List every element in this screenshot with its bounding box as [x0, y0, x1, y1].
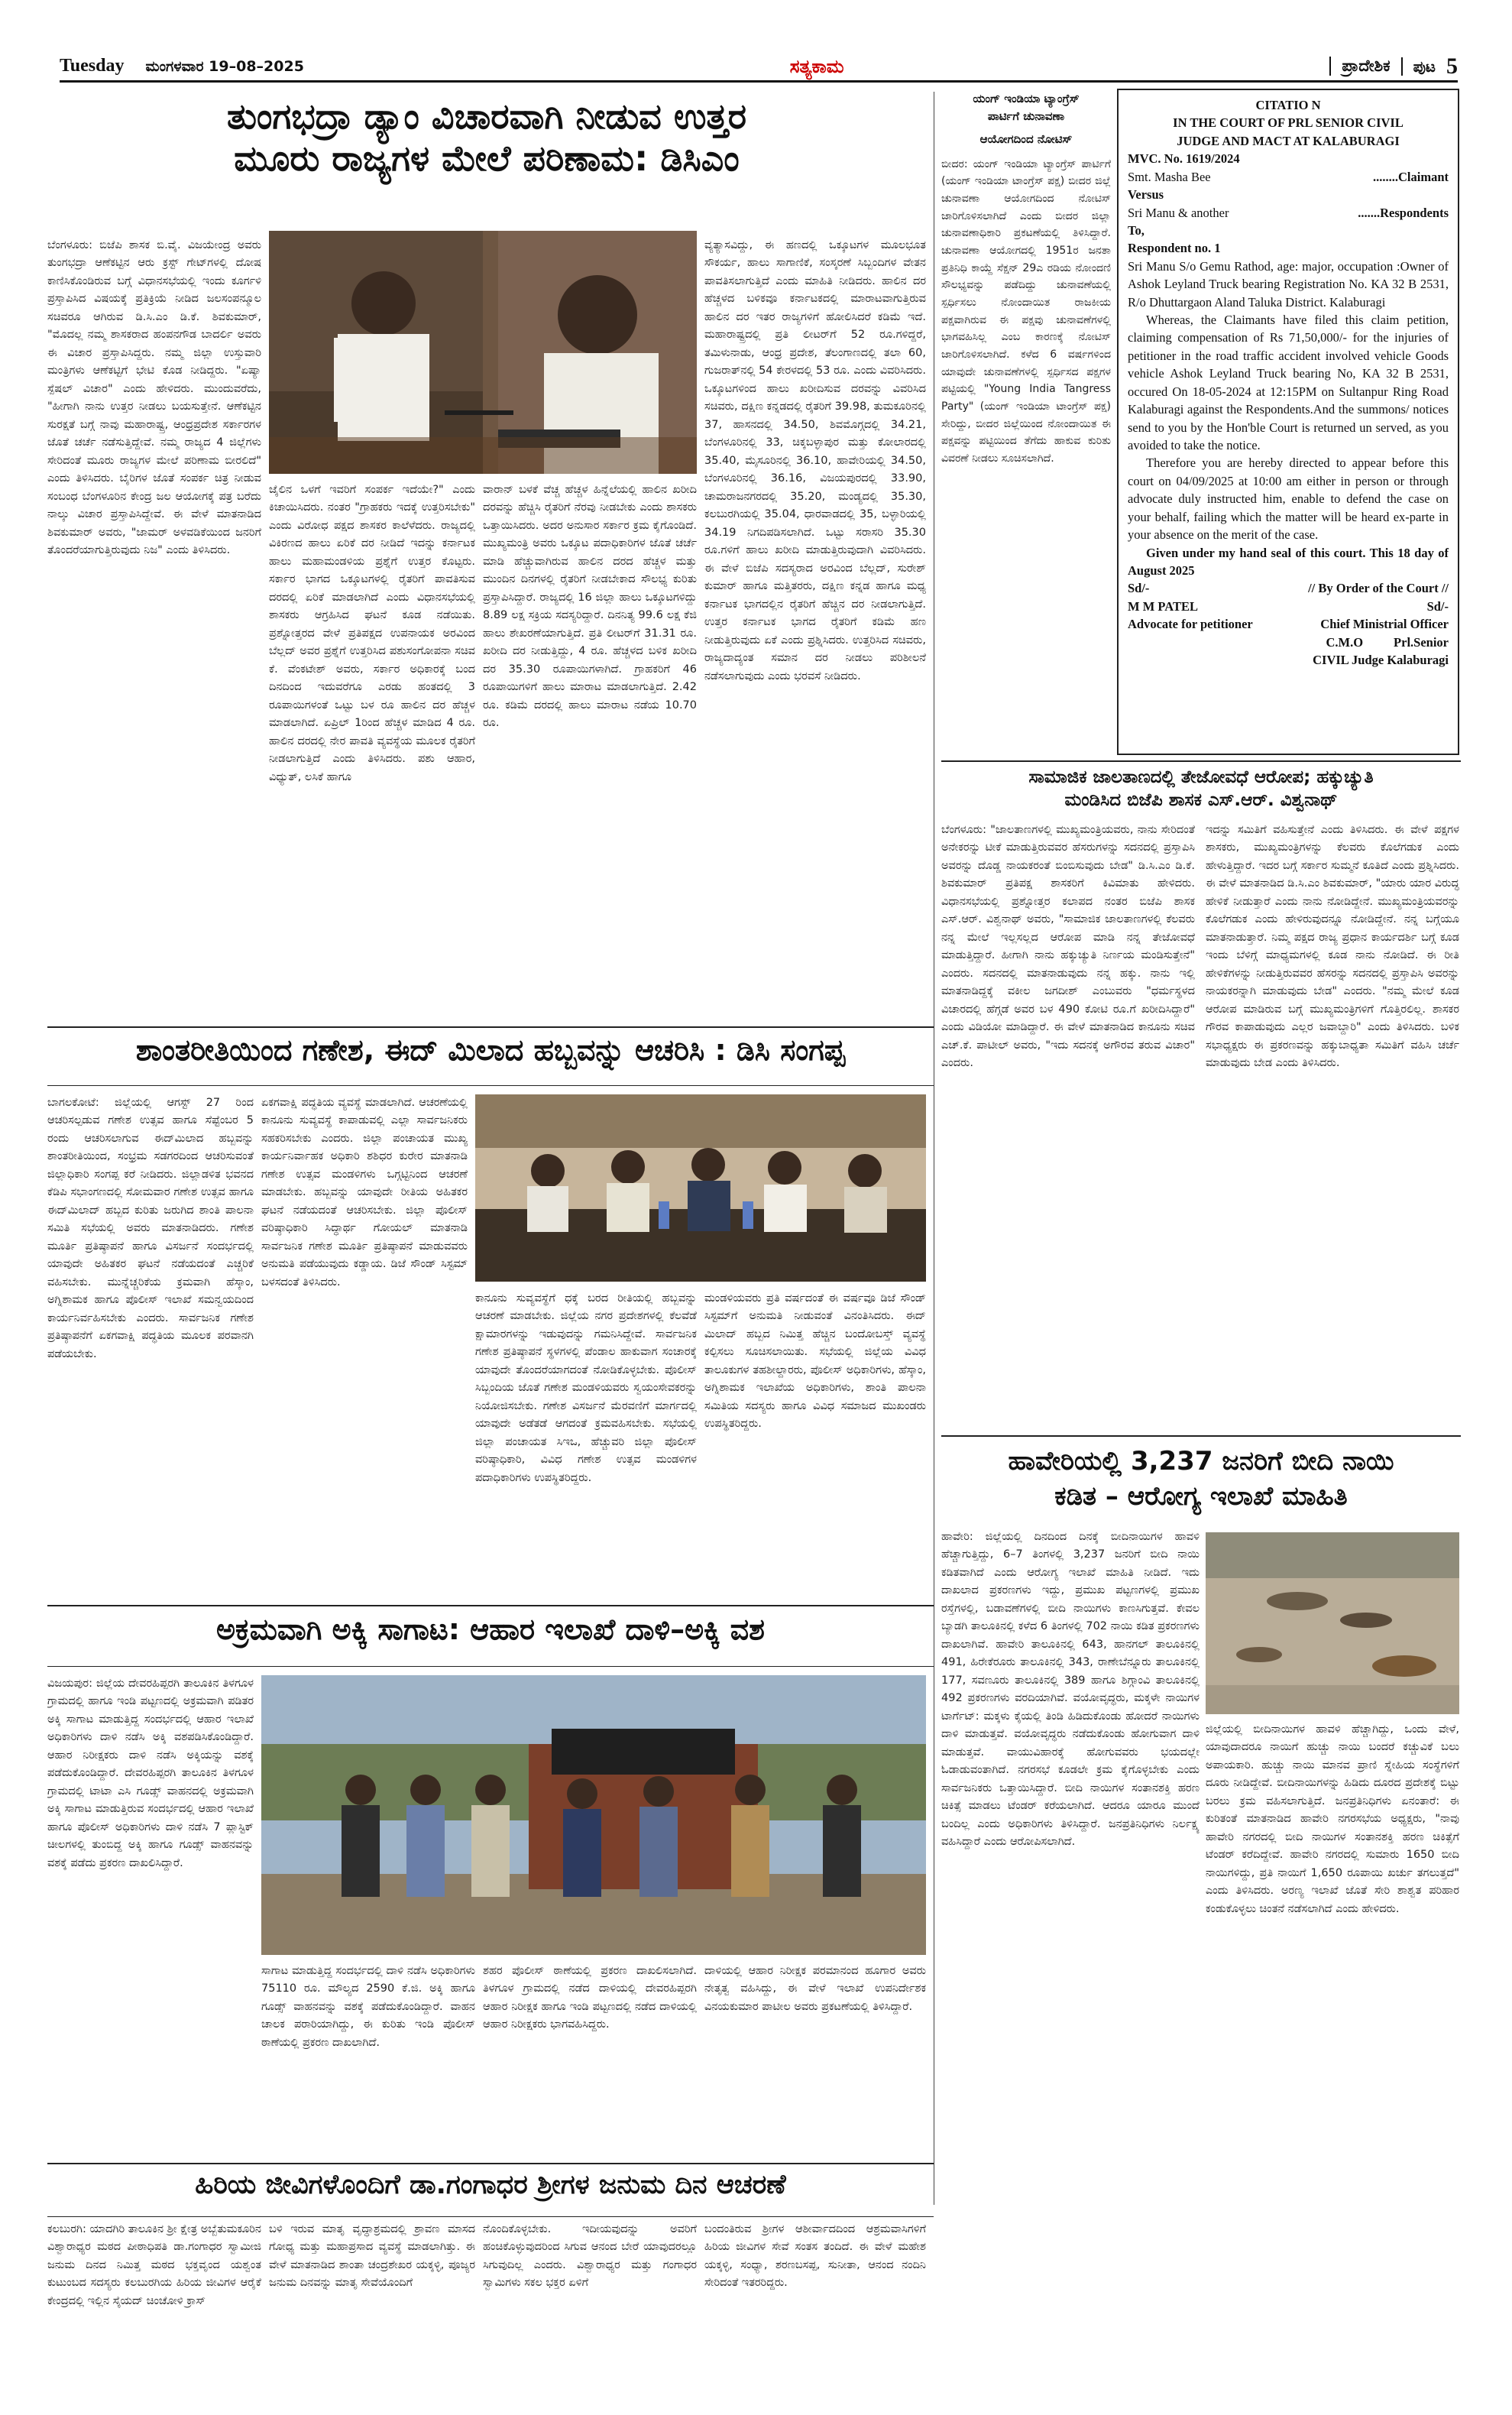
citation-sig-row4: [1128, 634, 1449, 651]
article4-photo: [1206, 1532, 1459, 1714]
rule-article4-top: [941, 1435, 1461, 1437]
article1-col1: ಬೆಂಗಳೂರು: ಬಿಜೆಪಿ ಶಾಸಕ ಬಿ.ವೈ. ವಿಜಯೇಂದ್ರ ಅವರು ತುಂಗಭದ್ರಾ ಆಣೆಕಟ್ಟಿನ ಆರು ಕ್ರಸ್ಟ್ ಗೇಟ್‌ಗಳಲ್ಲಿ ದೋಷ ಕಾಣಿಸಿಕೊಂಡಿರುವ ಬಗ್ಗೆ ವಿಧಾನಸಭೆಯಲ್ಲಿ ಇಂದು ಕೂರ್ಗಳಿ ಪ್ರಸ್ತಾಪಿಸಿದ ವಿಷಯಕ್ಕೆ ಪ್ರತಿಕ್ರಿಯೆ ನೀಡಿದ ಜಲಸಂಪನ್ಮೂಲ ಸಚಿವರೂ ಆಗಿರುವ ಡಿ.ಸಿ.ಎಂ ಡಿ.ಕೆ. ಶಿವಕುಮಾರ್, "ಮೊದಲ್ಲ ನಮ್ಮ ಶಾಸಕರಾದ ಹಂಪನಗೌಡ ಬಾದರ್ಲಿ ಅವರು ಈ ವಿಚಾರ ಪ್ರಸ್ತಾಪಿಸಿದ್ದರು. ನಮ್ಮ ಜಿಲ್ಲಾ ಉಸ್ತುವಾರಿ ಮಂತ್ರಿಗಳು ಆಣೆಕಟ್ಟಿಗೆ ಭೇಟಿ ಕೊಡ ನೀಡಿದ್ದರು. "ಏಷ್ಯಾ ಸ್ಪೆಷಲ್ ವಿಚಾರ" ಎಂದು ಹೇಳಿದರು. ಮುಂದುವರೆದು, "ಹೀಗಾಗಿ ನಾನು ಉತ್ತರ ನೀಡಲು ಬಯಸುತ್ತೇನೆ. ಆಣೆಕಟ್ಟಿನ ಸುರಕ್ಷತೆ ಬಗ್ಗೆ ನಾವು ಮಹಾರಾಷ್ಟ್ರ, ಆಂಧ್ರಪ್ರದೇಶ ಸರ್ಕಾರಗಳ ಜೊತೆ ಚರ್ಚೆ ನಡೆಸುತ್ತಿದ್ದೇವೆ. ನಮ್ಮ ರಾಜ್ಯದ 4 ಜಿಲ್ಲೆಗಳು ಸೇರಿದಂತೆ ಮೂರು ರಾಜ್ಯಗಳ ಮೇಲೆ ಪರಿಣಾಮ ಬೀರಲಿದೆ" ಎಂದು ತಿಳಿಸಿದರು. ಬೈರಿಗಳ ಜೊತೆ ಸಂಪರ್ಕ ಚಿತ್ರ ನೀಡುವ ಸಂಬಂಧ ಬೆಂಗಳೂರಿನ ಕೇಂದ್ರ ಜಲ ಆಯೋಗಕ್ಕೆ ಪತ್ರ ಬರೆದು ನಾಲ್ಕು ವಿಚಾರ ಪ್ರಸ್ತಾಪಿಸಿದ್ದೇವೆ. ಈ ವೇಳೆ ಮಾತನಾಡಿದ ಶಿವಕುಮಾರ್ ಅವರು, "ಜಾಮರ್ ಅಳವಡಿಕೆಯಿಂದ ಜನರಿಗೆ ತೊಂದರೆಯಾಗುತ್ತಿರುವುದು ನಿಜ" ಎಂದು ತಿಳಿಸಿದರು.: [47, 239, 261, 557]
article1-headline: [47, 96, 926, 180]
article1-headline-line2: ಮೂರು ರಾಜ್ಯಗಳ ಮೇಲೆ ಪರಿಣಾಮ: ಡಿಸಿಎಂ: [234, 138, 740, 180]
masthead: [60, 52, 1458, 83]
citation-sig-row5: [1128, 651, 1449, 669]
rule-article3-head: [47, 1085, 934, 1086]
citation-name-left: M M PATEL: [1128, 598, 1198, 614]
notice-title-line2: ಪಾರ್ಟಿಗೆ ಚುನಾವಣಾ: [987, 109, 1065, 123]
citation-sd-left: Sd/-: [1128, 581, 1150, 596]
citation-respondents-role: .......Respondents: [1358, 205, 1449, 220]
citation-sig-row2: [1128, 598, 1449, 615]
masthead-right: [1329, 53, 1458, 79]
article3-col3: ಕಾನೂನು ಸುವ್ಯವಸ್ಥೆಗೆ ಧಕ್ಕೆ ಬರದ ರೀತಿಯಲ್ಲಿ ಹಬ್ಬವನ್ನು ಆಚರಣೆ ಮಾಡಬೇಕು. ಜಿಲ್ಲೆಯ ನಗರ ಪ್ರದೇಶಗಳಲ್ಲಿ ಕೆಲವೆಡೆ ಕ್ಷಾಮಾರಗಳನ್ನು ಇಡುವುದನ್ನು ಗಮನಿಸಿದ್ದೇವೆ. ಸಾರ್ವಜನಿಕ ಗಣೇಶ ಪ್ರತಿಷ್ಠಾಪನೆ ಸ್ಥಳಗಳಲ್ಲಿ ಪೆಂಡಾಲ ಹಾಕುವಾಗ ಸಂಚಾರಕ್ಕೆ ಯಾವುದೇ ತೊಂದರೆಯಾಗದಂತೆ ನೋಡಿಕೊಳ್ಳಬೇಕು. ಪೊಲೀಸ್ ಸಿಬ್ಬಂದಿಯ ಜೊತೆ ಗಣೇಶ ಮಂಡಳಿಯವರು ಸ್ವಯಂಸೇವಕರನ್ನು ನಿಯೋಜಿಸಬೇಕು. ಗಣೇಶ ವಿಸರ್ಜನೆ ಮೆರವಣಿಗೆ ಮಾರ್ಗದಲ್ಲಿ ಯಾವುದೇ ಅಡೆತಡೆ ಆಗದಂತೆ ಕ್ರಮವಹಿಸಬೇಕು. ಸಭೆಯಲ್ಲಿ ಜಿಲ್ಲಾ ಪಂಚಾಯತ ಸಿಇಒ, ಹೆಚ್ಚುವರಿ ಜಿಲ್ಲಾ ಪೊಲೀಸ್ ವರಿಷ್ಠಾಧಿಕಾರಿ, ವಿವಿಧ ಗಣೇಶ ಉತ್ಸವ ಮಂಡಳಿಗಳ ಪದಾಧಿಕಾರಿಗಳು ಉಪಸ್ಥಿತರಿದ್ದರು.: [475, 1292, 697, 1484]
article1-headline-line1: ತುಂಗಭದ್ರಾ ಡ್ಯಾಂ ವಿಚಾರವಾಗಿ ನೀಡುವ ಉತ್ತರ: [226, 96, 747, 137]
article5-photo: [261, 1675, 926, 1955]
article5-col-left: ವಿಜಯಪುರ: ಜಿಲ್ಲೆಯ ದೇವರಹಿಪ್ಪರಗಿ ತಾಲೂಕಿನ ತಿಳಗೂಳ ಗ್ರಾಮದಲ್ಲಿ ಹಾಗೂ ಇಂಡಿ ಪಟ್ಟಣದಲ್ಲಿ ಅಕ್ರಮವಾಗಿ ಪಡಿತರ ಅಕ್ಕಿ ಸಾಗಾಟ ಮಾಡುತ್ತಿದ್ದ ಸಂದರ್ಭದಲ್ಲಿ ಆಹಾರ ಇಲಾಖೆ ಅಧಿಕಾರಿಗಳು ದಾಳಿ ನಡೆಸಿ ಅಕ್ಕಿ ವಶಪಡಿಸಿಕೊಂಡಿದ್ದಾರೆ. ಆಹಾರ ನಿರೀಕ್ಷಕರು ದಾಳಿ ನಡೆಸಿ ಅಕ್ಕಿಯನ್ನು ವಶಕ್ಕೆ ಪಡೆದುಕೊಂಡಿದ್ದಾರೆ. ದೇವರಹಿಪ್ಪರಗಿ ತಾಲೂಕಿನ ತಿಳಗೂಳ ಗ್ರಾಮದಲ್ಲಿ ಟಾಟಾ ಎಸಿ ಗೂಡ್ಸ್ ವಾಹನದಲ್ಲಿ ಅಕ್ರಮವಾಗಿ ಅಕ್ಕಿ ಸಾಗಾಟ ಮಾಡುತ್ತಿರುವ ಸಂದರ್ಭದಲ್ಲಿ ಆಹಾರ ಇಲಾಖೆ ಹಾಗೂ ಪೊಲೀಸ್ ಅಧಿಕಾರಿಗಳು ದಾಳಿ ನಡೆಸಿ 7 ಪ್ಲಾಸ್ಟಿಕ್ ಚೀಲಗಳಲ್ಲಿ ತುಂಬಿದ್ದ ಅಕ್ಕಿ ಹಾಗೂ ಗೂಡ್ಸ್ ವಾಹನವನ್ನು ವಶಕ್ಕೆ ಪಡೆದು ಪ್ರಕರಣ ದಾಖಲಿಸಿದ್ದಾರೆ.: [47, 1678, 254, 1869]
citation-sd-right2: Sd/-: [1426, 598, 1449, 614]
rule-article5-bottom: [47, 2163, 934, 2164]
article2-col1: ಬೆಂಗಳೂರು: "ಜಾಲತಾಣಗಳಲ್ಲಿ ಮುಖ್ಯಮಂತ್ರಿಯವರು, ನಾನು ಸೇರಿದಂತೆ ಅನೇಕರನ್ನು ಟೀಕೆ ಮಾಡುತ್ತಿರುವವರ ಹೆಸರುಗಳನ್ನು ಸದನದಲ್ಲಿ ಪ್ರಸ್ತಾಪಿಸಿ ಅವರನ್ನು ದೊಡ್ಡ ನಾಯಕರಂತೆ ಬಿಂಬಿಸುವುದು ಬೇಡ" ಡಿ.ಸಿ.ಎಂ ಡಿ.ಕೆ. ಶಿವಕುಮಾರ್ ಪ್ರತಿಪಕ್ಷ ಶಾಸಕರಿಗೆ ಕಿವಿಮಾತು ಹೇಳಿದರು. ವಿಧಾನಸಭೆಯಲ್ಲಿ ಪ್ರಶ್ನೋತ್ತರ ಕಲಾಪದ ನಂತರ ಬಿಜೆಪಿ ಶಾಸಕ ಎಸ್.ಆರ್. ವಿಶ್ವನಾಥ್ ಅವರು, "ಸಾಮಾಜಿಕ ಜಾಲತಾಣಗಳಲ್ಲಿ ಕೆಲವರು ನನ್ನ ಮೇಲೆ ಇಲ್ಲಸಲ್ಲದ ಆರೋಪ ಮಾಡಿ ನನ್ನ ತೇಜೋವಧೆ ಮಾಡುತ್ತಿದ್ದಾರೆ. ಹೀಗಾಗಿ ನಾನು ಹಕ್ಕುಚ್ಯುತಿ ನಿರ್ಣಯ ಮಂಡಿಸುತ್ತೇನೆ" ಎಂದರು. ಸದನದಲ್ಲಿ ಮಾತನಾಡುವುದು ನನ್ನ ಹಕ್ಕು. ನಾನು ಇಲ್ಲಿ ಮಾತನಾಡಿದ್ದಕ್ಕೆ ವಕೀಲ ಜಗದೀಶ್ ಎಂಬುವರು "ಧರ್ಮಸ್ಥಳದ ವಿಚಾರದಲ್ಲಿ ಹೆಗ್ಗಡೆ ಅವರ ಬಳ 490 ಕೋಟಿ ರೂ.ಗೆ ಖರೀದಿಸಿದ್ದಾರೆ" ಎಂದು ವಿಡಿಯೋ ಮಾಡಿದ್ದಾರೆ. ಈ ವೇಳೆ ಮಾತನಾಡಿದ ಕಾನೂನು ಸಚಿವ ಎಚ್.ಕೆ. ಪಾಟೀಲ್ ಅವರು, "ಇದು ಸದನಕ್ಕೆ ಅಗೌರವ ತರುವ ವಿಚಾರ" ಎಂದರು.: [941, 824, 1195, 1070]
article5-col1: ಸಾಗಾಟ ಮಾಡುತ್ತಿದ್ದ ಸಂದರ್ಭದಲ್ಲಿ ದಾಳಿ ನಡೆಸಿ ಅಧಿಕಾರಿಗಳು 75110 ರೂ. ಮೌಲ್ಯದ 2590 ಕೆ.ಜಿ. ಅಕ್ಕಿ ಹಾಗೂ ಗೂಡ್ಸ್ ವಾಹನವನ್ನು ವಶಕ್ಕೆ ಪಡೆದುಕೊಂಡಿದ್ದಾರೆ. ವಾಹನ ಚಾಲಕ ಪರಾರಿಯಾಗಿದ್ದು, ಈ ಕುರಿತು ಇಂಡಿ ಪೊಲೀಸ್ ಠಾಣೆಯಲ್ಲಿ ಪ್ರಕರಣ ದಾಖಲಾಗಿದೆ.: [261, 1965, 475, 2049]
masthead-day: Tuesday: [60, 56, 125, 76]
article2-headline-line1: ಸಾಮಾಜಿಕ ಜಾಲತಾಣದಲ್ಲಿ ತೇಜೋವಧೆ ಆರೋಪ; ಹಕ್ಕುಚ್ಯುತಿ: [1028, 767, 1374, 787]
article6-col1: ಕಲಬುರಗಿ: ಯಾದಗಿರಿ ತಾಲೂಕಿನ ಶ್ರೀ ಕ್ಷೇತ್ರ ಅಬ್ಬೆತುಮಕೂರಿನ ವಿಶ್ವಾರಾಧ್ಯರ ಮಠದ ಪೀಠಾಧಿಪತಿ ಡಾ.ಗಂಗಾಧರ ಸ್ವಾಮೀಜಿ ಜನುಮ ದಿನದ ನಿಮಿತ್ತ ಮಠದ ಭಕ್ತವೃಂದ ಯಶ್ವಂತ ಕುಟುಂಬದ ಸದಸ್ಯರು ಕಲಬುರಗಿಯ ಹಿರಿಯ ಜೀವಿಗಳ ಆರೈಕೆ ಕೇಂದ್ರದಲ್ಲಿ ಇಲ್ಲಿನ ಸೈಯದ್ ಚಿಂಚೋಳಿ ಕ್ರಾಸ್: [47, 2223, 261, 2307]
citation-respondent-detail: Sri Manu S/o Gemu Rathod, age: major, occupation :Owner of Ashok Leyland Truck bearing Registration No. KA 32 B 2531, R/o Dhuttargaon Aland Taluka District. Kalaburagi: [1128, 258, 1449, 310]
article3-col2: ಏಕಗವಾಕ್ಷಿ ಪದ್ಧತಿಯ ವ್ಯವಸ್ಥೆ ಮಾಡಲಾಗಿದೆ. ಆಚರಣೆಯಲ್ಲಿ ಕಾನೂನು ಸುವ್ಯವಸ್ಥೆ ಕಾಪಾಡುವಲ್ಲಿ ಎಲ್ಲಾ ಸಾರ್ವಜನಿಕರು ಸಹಕರಿಸಬೇಕು ಎಂದರು. ಜಿಲ್ಲಾ ಪಂಚಾಯತ ಮುಖ್ಯ ಕಾರ್ಯನಿರ್ವಾಹಕ ಅಧಿಕಾರಿ ಶಶಿಧರ ಕುರೇರ ಮಾತನಾಡಿ ಗಣೇಶ ಉತ್ಸವ ಮಂಡಳಿಗಳು ಒಗ್ಗಟ್ಟಿನಿಂದ ಆಚರಣೆ ಮಾಡಬೇಕು. ಹಬ್ಬವನ್ನು ಯಾವುದೇ ರೀತಿಯ ಅಹಿತಕರ ಘಟನೆ ನಡೆಯದಂತೆ ಆಚರಿಸಬೇಕು. ಜಿಲ್ಲಾ ಪೊಲೀಸ್ ವರಿಷ್ಠಾಧಿಕಾರಿ ಸಿದ್ಧಾರ್ಥ ಗೋಯಲ್ ಮಾತನಾಡಿ ಸಾರ್ವಜನಿಕ ಗಣೇಶ ಮೂರ್ತಿ ಪ್ರತಿಷ್ಠಾಪನೆ ಮಾಡುವವರು ಅನುಮತಿ ಪಡೆಯುವುದು ಕಡ್ಡಾಯ. ಡಿಜೆ ಸೌಂಡ್ ಸಿಸ್ಟಮ್ ಬಳಸದಂತೆ ತಿಳಿಸಿದರು.: [261, 1097, 468, 1289]
citation-versus: Versus: [1128, 187, 1164, 203]
article3-col1: ಬಾಗಲಕೋಟೆ: ಜಿಲ್ಲೆಯಲ್ಲಿ ಆಗಸ್ಟ್ 27 ರಿಂದ ಆಚರಿಸಲ್ಪಡುವ ಗಣೇಶ ಉತ್ಸವ ಹಾಗೂ ಸೆಪ್ಟೆಂಬರ 5 ರಂದು ಆಚರಿಸಲಾಗುವ ಈದ್‌ಮಿಲಾದ ಹಬ್ಬವನ್ನು ಶಾಂತರೀತಿಯಿಂದ, ಸಂಭ್ರಮ ಸಡಗರದಿಂದ ಆಚರಿಸುವಂತೆ ಜಿಲ್ಲಾಧಿಕಾರಿ ಸಂಗಪ್ಪ ಕರೆ ನೀಡಿದರು. ಜಿಲ್ಲಾಡಳಿತ ಭವನದ ಕೆಡಿಪಿ ಸಭಾಂಗಣದಲ್ಲಿ ಸೋಮವಾರ ಗಣೇಶ ಉತ್ಸವ ಹಾಗೂ ಈದ್‌ಮಿಲಾದ್ ಹಬ್ಬದ ಕುರಿತು ಜರುಗಿದ ಶಾಂತಿ ಪಾಲನಾ ಸಮಿತಿ ಸಭೆಯಲ್ಲಿ ಅವರು ಮಾತನಾಡಿದರು. ಗಣೇಶ ಮೂರ್ತಿ ಪ್ರತಿಷ್ಠಾಪನೆ ಹಾಗೂ ವಿಸರ್ಜನೆ ಸಂದರ್ಭದಲ್ಲಿ ಯಾವುದೇ ಅಹಿತಕರ ಘಟನೆ ನಡೆಯದಂತೆ ಎಚ್ಚರಿಕೆ ವಹಿಸಬೇಕು. ಮುನ್ನೆಚ್ಚರಿಕೆಯ ಕ್ರಮವಾಗಿ ಹೆಸ್ಕಾಂ, ಅಗ್ನಿಶಾಮಕ ಹಾಗೂ ಪೊಲೀಸ್ ಇಲಾಖೆ ಸಮನ್ವಯದಿಂದ ಕಾರ್ಯನಿರ್ವಹಿಸಬೇಕು ಎಂದರು. ಸಾರ್ವಜನಿಕ ಗಣೇಶ ಪ್ರತಿಷ್ಠಾಪನೆಗೆ ಏಕಗವಾಕ್ಷಿ ಪದ್ಧತಿಯ ಮೂಲಕ ಪರವಾನಗಿ ಪಡೆಯಬೇಕು.: [47, 1097, 254, 1360]
article2-col2: ಇದನ್ನು ಸಮಿತಿಗೆ ವಹಿಸುತ್ತೇನೆ ಎಂದು ತಿಳಿಸಿದರು. ಈ ವೇಳೆ ಪಕ್ಷಗಳ ಶಾಸಕರು, ಮುಖ್ಯಮಂತ್ರಿಗಳನ್ನು ಕೆಲವರು ಕೊಲೆಗಡುಕ ಎಂದು ಹೇಳುತ್ತಿದ್ದಾರೆ. ಇದರ ಬಗ್ಗೆ ಸರ್ಕಾರ ಸುಮ್ಮನೆ ಕೂತಿದೆ ಎಂದು ಪ್ರಶ್ನಿಸಿದರು. ಈ ವೇಳೆ ಮಾತನಾಡಿದ ಡಿ.ಸಿ.ಎಂ ಶಿವಕುಮಾರ್, "ಯಾರು ಯಾರ ವಿರುದ್ಧ ಹೇಳಿಕೆ ನೀಡುತ್ತಾರೆ ಎಂದು ನಾನು ನೋಡಿದ್ದೇನೆ. ಮುಖ್ಯಮಂತ್ರಿಯವರನ್ನು ಕೊಲೆಗಡುಕ ಎಂದು ಹೇಳಿರುವುದನ್ನೂ ನೋಡಿದ್ದೇನೆ. ನನ್ನ ಬಗ್ಗೆಯೂ ಮಾತನಾಡುತ್ತಾರೆ. ನಿಮ್ಮ ಪಕ್ಷದ ರಾಜ್ಯ ಪ್ರಧಾನ ಕಾರ್ಯದರ್ಶಿ ಬಗ್ಗೆ ಕೂಡ ಇಂದು ಬೆಳಿಗ್ಗೆ ಮಾಧ್ಯಮಗಳಲ್ಲಿ ಕೂಡ ನಾನು ನೋಡಿದೆ. ಈ ರೀತಿ ಹೇಳಿಕೆಗಳನ್ನು ನೀಡುತ್ತಿರುವವರ ಹೆಸರನ್ನು ಸದನದಲ್ಲಿ ಪ್ರಸ್ತಾಪಿಸಿ ಅವರನ್ನು ನಾಯಕರನ್ನಾಗಿ ಮಾಡುವುದು ಬೇಡ" ಎಂದರು. "ನಮ್ಮ ಮೇಲೆ ಕೂಡ ಆರೋಪ ಮಾಡಿರುವ ಬಗ್ಗೆ ಮುಖ್ಯಮಂತ್ರಿಗಳಿಗೆ ಗೊತ್ತಿರಲಿಲ್ಲ. ಶಾಸಕರ ಗೌರವ ಕಾಪಾಡುವುದು ಎಲ್ಲರ ಜವಾಬ್ದಾರಿ" ಎಂದು ತಿಳಿಸಿದರು. ಬಳಿಕ ಸಭಾಧ್ಯಕ್ಷರು ಈ ಪ್ರಕರಣವನ್ನು ಹಕ್ಕುಬಾಧ್ಯತಾ ಸಮಿತಿಗೆ ವಹಿಸಿ ಚರ್ಚೆ ಮಾಡುವುದು ಬೇಡ ಎಂದು ತಿಳಿಸಿದರು.: [1206, 824, 1459, 1070]
rule-article6-head: [47, 2216, 934, 2217]
article5-headline: ಅಕ್ರಮವಾಗಿ ಅಕ್ಕಿ ಸಾಗಾಟ: ಆಹಾರ ಇಲಾಖೆ ದಾಳಿ–ಅಕ್ಕಿ ವಶ: [215, 1613, 766, 1646]
citation-case-no: MVC. No. 1619/2024: [1128, 151, 1240, 167]
article4-headline: [941, 1444, 1461, 1515]
masthead-left: [60, 56, 304, 76]
article3-col4: ಮಂಡಳಿಯವರು ಪ್ರತಿ ವರ್ಷದಂತೆ ಈ ವರ್ಷವೂ ಡಿಜೆ ಸೌಂಡ್ ಸಿಸ್ಟಮ್‌ಗೆ ಅನುಮತಿ ನೀಡುವಂತೆ ವಿನಂತಿಸಿದರು. ಈದ್ ಮಿಲಾದ್ ಹಬ್ಬದ ನಿಮಿತ್ತ ಹೆಚ್ಚಿನ ಬಂದೋಬಸ್ತ್ ವ್ಯವಸ್ಥೆ ಕಲ್ಪಿಸಲು ಸೂಚಿಸಲಾಯಿತು. ಸಭೆಯಲ್ಲಿ ಜಿಲ್ಲೆಯ ವಿವಿಧ ತಾಲೂಕುಗಳ ತಹಶೀಲ್ದಾರರು, ಪೊಲೀಸ್ ಅಧಿಕಾರಿಗಳು, ಹೆಸ್ಕಾಂ, ಅಗ್ನಿಶಾಮಕ ಇಲಾಖೆಯ ಅಧಿಕಾರಿಗಳು, ಶಾಂತಿ ಪಾಲನಾ ಸಮಿತಿಯ ಸದಸ್ಯರು ಹಾಗೂ ವಿವಿಧ ಸಮಾಜದ ಮುಖಂಡರು ಉಪಸ್ಥಿತರಿದ್ದರು.: [704, 1292, 926, 1431]
citation-sig-row3: [1128, 615, 1449, 633]
rule-right-top: [941, 760, 1461, 762]
article1-photo: [269, 231, 697, 474]
citation-prl: Prl.Senior: [1394, 634, 1449, 650]
citation-claimant: Smt. Masha Bee: [1128, 169, 1211, 184]
notice-title-line1: ಯಂಗ್ ಇಂಡಿಯಾ ಟ್ಯಾಂಗ್ರೆಸ್: [973, 92, 1080, 105]
rule-article5-head: [47, 1666, 934, 1667]
article3-photo: [475, 1094, 926, 1282]
masthead-date: ಮಂಗಳವಾರ 19–08–2025: [145, 58, 304, 75]
citation-court-line1: IN THE COURT OF PRL SENIOR CIVIL: [1173, 115, 1404, 131]
article5-col3: ದಾಳಿಯಲ್ಲಿ ಆಹಾರ ನಿರೀಕ್ಷಕ ಪರಮಾನಂದ ಹೂಗಾರ ಅವರು ನೇತೃತ್ವ ವಹಿಸಿದ್ದು, ಈ ವೇಳೆ ಇಲಾಖೆ ಉಪನಿರ್ದೇಶಕ ವಿನಯಕುಮಾರ ಪಾಟೀಲ ಅವರು ಪ್ರಕಟಣೆಯಲ್ಲಿ ತಿಳಿಸಿದ್ದಾರೆ.: [704, 1965, 926, 2013]
page-label: ಪುಟ: [1401, 57, 1436, 76]
rule-article1-bottom: [47, 1026, 934, 1028]
citation-advocate: Advocate for petitioner: [1128, 617, 1253, 632]
citation-sig-row1: [1128, 579, 1449, 597]
section-label: ಪ್ರಾದೇಶಿಕ: [1329, 57, 1390, 76]
citation-para2: Therefore you are hereby directed to appear before this court on 04/09/2025 at 10:00 am either in person or through advocate duly instructed him, enable to defend the case on your behalf, failing which the matter will be heard ex-parte in your absence on the merit of the case.: [1128, 455, 1449, 543]
citation-claimant-row: [1128, 168, 1449, 186]
page-number: 5: [1446, 53, 1458, 79]
article5-photo-illustration: [261, 1675, 926, 1955]
citation-respondent-no: Respondent no. 1: [1128, 241, 1221, 256]
citation-cmo: C.M.O: [1326, 634, 1364, 650]
article1-col2: ಜೈಲಿನ ಒಳಗೆ ಇವರಿಗೆ ಸಂಪರ್ಕ ಇದೆಯೇ?" ಎಂದು ಕಿಚಾಯಿಸಿದರು. ನಂತರ "ಗ್ರಾಹಕರು ಇದಕ್ಕೆ ಉತ್ತರಿಸಬೇಕು" ಎಂದು ವಿರೋಧ ಪಕ್ಷದ ಶಾಸಕರ ಕಾಲೆಳೆದರು. ರಾಜ್ಯದಲ್ಲಿ ವಿಕಿರಣದ ಹಾಲು ಏರಿಕೆ ದರ ನೀಡಿದೆ ಇದನ್ನು ಕರ್ನಾಟಕ ಹಾಲು ಮಹಾಮಂಡಳಿಯ ಪ್ರಶ್ನೆಗೆ ಉತ್ತರ ಕೊಟ್ಟರು. ಸರ್ಕಾರ ಭಾಗದ ಒಕ್ಕೂಟಗಳಲ್ಲಿ ರೈತರಿಗೆ ಪಾವತಿಸುವ ದರದಲ್ಲಿ ಏರಿಕೆ ಮಾಡಲಾಗಿದೆ ಎಂದು ವಿಧಾನಸಭೆಯಲ್ಲಿ ಶಾಸಕರು ಆಗ್ರಹಿಸಿದ ಘಟನೆ ಕೂಡ ನಡೆಯಿತು. ಪ್ರಶ್ನೋತ್ತರದ ವೇಳೆ ಪ್ರತಿಪಕ್ಷದ ಉಪನಾಯಕ ಅರವಿಂದ ಬೆಲ್ಲದ್ ಅವರ ಪ್ರಶ್ನೆಗೆ ಉತ್ತರಿಸಿದ ಪಶುಸಂಗೋಪನಾ ಸಚಿವ ಕೆ. ವೆಂಕಟೇಶ್ ಅವರು, ಸರ್ಕಾರ ಅಧಿಕಾರಕ್ಕೆ ಬಂದ ದಿನದಿಂದ ಇದುವರೆಗೂ ಎರಡು ಹಂತದಲ್ಲಿ 3 ರೂಪಾಯಿಗಳಂತೆ ಒಟ್ಟು ಬಳ ರೂ ಹಾಲಿನ ದರ ಹೆಚ್ಚಳ ಮಾಡಲಾಗಿದೆ. ಏಪ್ರಿಲ್ 1ರಿಂದ ಹೆಚ್ಚಳ ಮಾಡಿದ 4 ರೂ. ಹಾಲಿನ ದರದಲ್ಲಿ ನೇರ ಪಾವತಿ ವ್ಯವಸ್ಥೆಯ ಮೂಲಕ ರೈತರಿಗೆ ನೀಡಲಾಗುತ್ತಿದೆ ಎಂದು ತಿಳಿಸಿದರು. ಪಶು ಆಹಾರ, ವಿಧ್ಯುತ್, ಲಸಿಕೆ ಹಾಗೂ: [269, 484, 475, 783]
citation-respondents-row: [1128, 204, 1449, 222]
notice-body: ಬೀದರ: ಯಂಗ್ ಇಂಡಿಯಾ ಟ್ಯಾಂಗ್ರೆಸ್ ಪಾರ್ಟಿಗೆ (ಯಂಗ್ ಇಂಡಿಯಾ ಟಾಂಗ್ರೆಸ್ ಪಕ್ಷ) ಬೀದರ ಜಿಲ್ಲೆ ಚುನಾವಣಾ ಆಯೋಗದಿಂದ ನೋಟಿಸ್ ಜಾರಿಗೊಳಿಸಲಾಗಿದೆ ಎಂದು ಬೀದರ ಜಿಲ್ಲಾ ಚುನಾವಣಾಧಿಕಾರಿ ಪ್ರಕಟಣೆಯಲ್ಲಿ ತಿಳಿಸಿದ್ದಾರೆ. ಚುನಾವಣಾ ಆಯೋಗದಲ್ಲಿ 1951ರ ಜನತಾ ಪ್ರತಿನಿಧಿ ಕಾಯ್ದೆ ಸೆಕ್ಷನ್ 29ಎ ರಡಿಯ ನೋಂದಣಿ ಸೌಲಭ್ಯವನ್ನು ಪಡೆದಿದ್ದು ಚುನಾವಣೆಯಲ್ಲಿ ಸ್ಪರ್ಧಿಸಲು ನೋಂದಾಯಿತ ರಾಜಕೀಯ ಪಕ್ಷವಾಗಿರುವ ಈ ಪಕ್ಷವು ಚುನಾವಣೆಗಳಲ್ಲಿ ಭಾಗವಹಿಸಿಲ್ಲ ಎಂಬ ಕಾರಣಕ್ಕೆ ನೋಟಿಸ್ ಜಾರಿಗೊಳಿಸಲಾಗಿದೆ. ಕಳೆದ 6 ವರ್ಷಗಳಿಂದ ಯಾವುದೇ ಚುನಾವಣೆಗಳಲ್ಲಿ ಸ್ಪರ್ಧಿಸದ ಪಕ್ಷಗಳ ಪಟ್ಟಿಯಲ್ಲಿ "Young India Tangress Party" (ಯಂಗ್ ಇಂಡಿಯಾ ಟಾಂಗ್ರೆಸ್ ಪಕ್ಷ) ಸೇರಿದ್ದು, ಬೀದರ ಜಿಲ್ಲೆಯಿಂದ ನೋಂದಾಯಿತ ಈ ಪಕ್ಷವನ್ನು ಪಟ್ಟಿಯಿಂದ ತೆಗೆದು ಹಾಕುವ ಕುರಿತು ವಿವರಣೆ ನೀಡಲು ಸೂಚಿಸಲಾಗಿದೆ.: [941, 157, 1111, 465]
citation-respondents: Sri Manu & another: [1128, 205, 1229, 220]
article5-col2: ಶಹರ ಪೊಲೀಸ್ ಠಾಣೆಯಲ್ಲಿ ಪ್ರಕರಣ ದಾಖಲಿಸಲಾಗಿದೆ. ತಿಳಗೂಳ ಗ್ರಾಮದಲ್ಲಿ ನಡೆದ ದಾಳಿಯಲ್ಲಿ ದೇವರಹಿಪ್ಪರಗಿ ಆಹಾರ ನಿರೀಕ್ಷಕ ಹಾಗೂ ಇಂಡಿ ಪಟ್ಟಣದಲ್ಲಿ ನಡೆದ ದಾಳಿಯಲ್ಲಿ ಆಹಾರ ನಿರೀಕ್ಷಕರು ಭಾಗವಹಿಸಿದ್ದರು.: [483, 1965, 697, 2031]
article4-photo-illustration: [1206, 1532, 1459, 1714]
notice-title-line3: ಆಯೋಗದಿಂದ ನೋಟಿಸ್: [979, 132, 1073, 146]
rule-article3-bottom: [47, 1605, 934, 1606]
masthead-logo: ಸತ್ಯಕಾಮ: [789, 55, 844, 77]
article3-photo-illustration: [475, 1094, 926, 1282]
citation-notice: [1117, 89, 1459, 755]
article2-headline: [941, 767, 1461, 812]
article4-col-left: ಹಾವೇರಿ: ಜಿಲ್ಲೆಯಲ್ಲಿ ದಿನದಿಂದ ದಿನಕ್ಕೆ ಬೀದಿನಾಯಿಗಳ ಹಾವಳಿ ಹೆಚ್ಚಾಗುತ್ತಿದ್ದು, 6–7 ತಿಂಗಳಲ್ಲಿ 3,237 ಜನರಿಗೆ ಬೀದಿ ನಾಯಿ ಕಡಿತವಾಗಿದೆ ಎಂದು ಆರೋಗ್ಯ ಇಲಾಖೆ ಮಾಹಿತಿ ನೀಡಿದೆ. ಇದು ದಾಖಲಾದ ಪ್ರಕರಣಗಳು ಇದ್ದು, ಪ್ರಮುಖ ಪಟ್ಟಣಗಳಲ್ಲಿ ಪ್ರಮುಖ ರಸ್ತೆಗಳಲ್ಲಿ, ಬಡಾವಣೆಗಳಲ್ಲಿ ಬೀದಿ ನಾಯಿಗಳು ಕಾಣಸಿಗುತ್ತವೆ. ಕೇವಲ ಬ್ಯಾಡಗಿ ತಾಲೂಕಿನಲ್ಲಿ ಕಳೆದ 6 ತಿಂಗಳಲ್ಲಿ 702 ನಾಯಿ ಕಡಿತ ಪ್ರಕರಣಗಳು ದಾಖಲಾಗಿವೆ. ಹಾವೇರಿ ತಾಲೂಕಿನಲ್ಲಿ 643, ಹಾನಗಲ್ ತಾಲೂಕಿನಲ್ಲಿ 491, ಹಿರೇಕೆರೂರು ತಾಲೂಕಿನಲ್ಲಿ 343, ರಾಣೇಬೆನ್ನೂರು ತಾಲೂಕಿನಲ್ಲಿ 177, ಸವಣೂರು ತಾಲೂಕಿನಲ್ಲಿ 389 ಹಾಗೂ ಶಿಗ್ಗಾಂವಿ ತಾಲೂಕಿನಲ್ಲಿ 492 ಪ್ರಕರಣಗಳು ವರದಿಯಾಗಿವೆ. ವಯೋವೃದ್ಧರು, ಮಕ್ಕಳೇ ನಾಯಿಗಳ ಟಾರ್ಗೆಟ್: ಮಕ್ಕಳು ಕೈಯಲ್ಲಿ ತಿಂಡಿ ಹಿಡಿದುಕೊಂಡು ಹೋದರೆ ನಾಯಿಗಳು ದಾಳಿ ಮಾಡುತ್ತವೆ. ವಯೋವೃದ್ಧರು ನಡೆದುಕೊಂಡು ಹೋಗುವಾಗ ದಾಳಿ ಮಾಡುತ್ತವೆ. ವಾಯುವಿಹಾರಕ್ಕೆ ಹೋಗುವವರು ಭಯದಲ್ಲೇ ಓಡಾಡುವಂತಾಗಿದೆ. ನಗರಸಭೆ ಕೂಡಲೇ ಕ್ರಮ ಕೈಗೊಳ್ಳಬೇಕು ಎಂದು ಸಾರ್ವಜನಿಕರು ಒತ್ತಾಯಿಸಿದ್ದಾರೆ. ಬೀದಿ ನಾಯಿಗಳ ಸಂತಾನಶಕ್ತಿ ಹರಣ ಚಿಕಿತ್ಸೆ ಮಾಡಲು ಟೆಂಡರ್ ಕರೆಯಲಾಗಿದೆ. ಆದರೂ ಯಾರೂ ಮುಂದೆ ಬಂದಿಲ್ಲ ಎಂದು ಅಧಿಕಾರಿಗಳು ತಿಳಿಸಿದ್ದಾರೆ. ಜನಪ್ರತಿನಿಧಿಗಳು ನಿರ್ಲಕ್ಷ್ಯ ವಹಿಸಿದ್ದಾರೆ ಎಂದು ಆರೋಪಿಸಲಾಗಿದೆ.: [941, 1531, 1200, 1849]
article1-col3: ವಾರಾನ್ ಬಳಕೆ ವೆಚ್ಚ ಹೆಚ್ಚಳ ಹಿನ್ನೆಲೆಯಲ್ಲಿ ಹಾಲಿನ ಖರೀದಿ ದರವನ್ನು ಹೆಚ್ಚಿಸಿ ರೈತರಿಗೆ ನೆರವು ನೀಡಬೇಕು ಎಂದು ಶಾಸಕರು ಒತ್ತಾಯಿಸಿದರು. ಅದರ ಅನುಸಾರ ಸರ್ಕಾರ ಕ್ರಮ ಕೈಗೊಂಡಿದೆ. ಮುಖ್ಯಮಂತ್ರಿ ಅವರು ಒಕ್ಕೂಟ ಪದಾಧಿಕಾರಿಗಳ ಜೊತೆ ಚರ್ಚೆ ಮಾಡಿ ಹೆಚ್ಚುವಾಗಿರುವ ಹಾಲಿನ ದರದ ಹೆಚ್ಚಳ ಮತ್ತು ಮುಂದಿನ ದಿನಗಳಲ್ಲಿ ರೈತರಿಗೆ ನೀಡಬೇಕಾದ ಸೌಲಭ್ಯ ಕುರಿತು ಪ್ರಸ್ತಾಪಿಸಿದ್ದಾರೆ. ರಾಜ್ಯದಲ್ಲಿ 16 ಜಿಲ್ಲಾ ಹಾಲು ಒಕ್ಕೂಟಗಳಿದ್ದು 8.89 ಲಕ್ಷ ಸಕ್ರಿಯ ಸದಸ್ಯರಿದ್ದಾರೆ. ದಿನನಿತ್ಯ 99.6 ಲಕ್ಷ ಕೆಜಿ ಹಾಲು ಶೇಖರಣೆಯಾಗುತ್ತಿದೆ. ಪ್ರತಿ ಲೀಟರ್‌ಗೆ 31.31 ರೂ. ಖರೀದಿ ದರ ನೀಡುತ್ತಿದ್ದು, 4 ರೂ. ಹೆಚ್ಚಳದ ಬಳಿಕ ಖರೀದಿ ದರ 35.30 ರೂಪಾಯಿಗಳಾಗಿದೆ. ಗ್ರಾಹಕರಿಗೆ 46 ರೂಪಾಯಿಗಳಿಗೆ ಹಾಲು ಮಾರಾಟ ಮಾಡಲಾಗುತ್ತಿದೆ. 2.42 ರೂ. ಕಡಿಮೆ ದರದಲ್ಲಿ ಹಾಲು ಮಾರಾಟ ನಡೆಯ 10.70 ರೂ.: [483, 484, 697, 730]
citation-to: To,: [1128, 222, 1145, 238]
citation-heading: CITATIO N: [1255, 98, 1321, 112]
notice-title: [941, 90, 1111, 148]
article1-col4: ವ್ಯತ್ಯಾಸವಿದ್ದು, ಈ ಹಣದಲ್ಲಿ ಒಕ್ಕೂಟಗಳ ಮೂಲಭೂತ ಸೌಕರ್ಯ, ಹಾಲು ಸಾಗಾಣಿಕೆ, ಸಂಸ್ಕರಣೆ ಸಿಬ್ಬಂದಿಗಳ ವೇತನ ಪಾವತಿಸಲಾಗುತ್ತಿದೆ ಎಂದು ಮಾಹಿತಿ ನೀಡಿದರು. ಹಾಲಿನ ದರ ಹೆಚ್ಚಳದ ಬಳಿಕವೂ ಕರ್ನಾಟಕದಲ್ಲಿ ಮಾರಾಟವಾಗುತ್ತಿರುವ ಹಾಲಿನ ದರ ಇತರ ರಾಜ್ಯಗಳಿಗೆ ಹೋಲಿಸಿದರೆ ಕಡಿಮೆ ಇದೆ. ಮಹಾರಾಷ್ಟ್ರದಲ್ಲಿ ಪ್ರತಿ ಲೀಟರ್‌ಗೆ 52 ರೂ.ಗಳಿದ್ದರೆ, ತಮಿಳುನಾಡು, ಆಂಧ್ರ ಪ್ರದೇಶ, ತೆಲಂಗಾಣದಲ್ಲಿ ತಲಾ 60, ಗುಜರಾತ್‌ನಲ್ಲಿ 54 ಕೇರಳದಲ್ಲಿ 53 ರೂ. ಎಂದು ವಿವರಿಸಿದರು. ಒಕ್ಕೂಟಗಳಿಂದ ಹಾಲು ಖರೀದಿಸುವ ದರವನ್ನು ವಿವರಿಸಿದ ಸಚಿವರು, ದಕ್ಷಿಣ ಕನ್ನಡದಲ್ಲಿ ರೈತರಿಗೆ 39.98, ತುಮಕೂರಿನಲ್ಲಿ 37, ಹಾಸನದಲ್ಲಿ 34.50, ಶಿವಮೊಗ್ಗದಲ್ಲಿ 34.21, ಬೆಂಗಳೂರಿನಲ್ಲಿ 33, ಚಿಕ್ಕಬಳ್ಳಾಪುರ ಮತ್ತು ಕೋಲಾರದಲ್ಲಿ 35.40, ಮೈಸೂರಿನಲ್ಲಿ 36.10, ಹಾವೇರಿಯಲ್ಲಿ 34.50, ಬೆಂಗಳೂರಿನಲ್ಲಿ 36.16, ವಿಜಯಪುರದಲ್ಲಿ 33.90, ಚಾಮರಾಜನಗರದಲ್ಲಿ 35.20, ಮಂಡ್ಯದಲ್ಲಿ 35.30, ಕಲಬುರಗಿಯಲ್ಲಿ 35.04, ಧಾರವಾಡದಲ್ಲಿ 35, ಬಳ್ಳಾರಿಯಲ್ಲಿ 34.19 ನಿಗದಿಪಡಿಸಲಾಗಿದೆ. ಒಟ್ಟು ಸರಾಸರಿ 35.30 ರೂ.ಗಳಿಗೆ ಹಾಲು ಖರೀದಿ ಮಾಡುತ್ತಿರುವುದಾಗಿ ವಿವರಿಸಿದರು. ಈ ವೇಳೆ ಬಿಜೆಪಿ ಸದಸ್ಯರಾದ ಅರವಿಂದ ಬೆಲ್ಲದ್, ಸುರೇಶ್ ಕುಮಾರ್ ಹಾಗೂ ಮತ್ತಿತರರು, ದಕ್ಷಿಣ ಕನ್ನಡ ಹಾಗೂ ಮಧ್ಯ ಕರ್ನಾಟಕ ಭಾಗದಲ್ಲಿನ ರೈತರಿಗೆ ಹೆಚ್ಚಿನ ದರ ನೀಡಲಾಗುತ್ತಿದೆ. ಉತ್ತರ ಕರ್ನಾಟಕ ಭಾಗದ ರೈತರಿಗೆ ಕಡಿಮೆ ಹಣ ನೀಡುತ್ತಿರುವುದು ಏಕೆ ಎಂದು ಪ್ರಶ್ನಿಸಿದರು. ಉತ್ತರಿಸಿದ ಸಚಿವರು, ರಾಜ್ಯದಾದ್ಯಂತ ಸಮಾನ ದರ ನೀಡಲು ಪರಿಶೀಲನೆ ನಡೆಸಲಾಗುವುದು ಎಂದು ಭರವಸೆ ನೀಡಿದರು.: [704, 239, 926, 682]
citation-court-line2: JUDGE AND MACT AT KALABURAGI: [1177, 133, 1400, 148]
article4-headline-line1: ಹಾವೇರಿಯಲ್ಲಿ 3,237 ಜನರಿಗೆ ಬೀದಿ ನಾಯಿ: [1008, 1446, 1394, 1477]
article2-headline-line2: ಮಂಡಿಸಿದ ಬಿಜೆಪಿ ಶಾಸಕ ಎಸ್.ಆರ್. ವಿಶ್ವನಾಥ್: [1064, 789, 1338, 810]
article6-col2: ಬಳಿ ಇರುವ ಮಾತೃ ವೃದ್ಧಾಶ್ರಮದಲ್ಲಿ ಶ್ರಾವಣ ಮಾಸದ ಗೋಧ್ಯ ಮತ್ತು ಮಹಾಪ್ರಸಾದ ವ್ಯವಸ್ಥೆ ಮಾಡಲಾಗಿತ್ತು. ಈ ವೇಳೆ ಮಾತನಾಡಿದ ಶಾಂತಾ ಚಂದ್ರಶೇಖರ ಯಕ್ಕಳ್ಳಿ, ಪೂಜ್ಯರ ಜನುಮ ದಿನವನ್ನು ಮಾತೃ ಸೇವೆಯೊಂದಿಗೆ: [269, 2223, 475, 2290]
article6-headline: ಹಿರಿಯ ಜೀವಿಗಳೊಂದಿಗೆ ಡಾ.ಗಂಗಾಧರ ಶ್ರೀಗಳ ಜನುಮ ದಿನ ಆಚರಣೆ: [195, 2170, 786, 2200]
notice-block: [941, 90, 1111, 755]
citation-civil: CIVIL Judge Kalaburagi: [1313, 653, 1449, 668]
citation-given: Given under my hand seal of this court. This 18 day of August 2025: [1128, 545, 1449, 578]
article3-headline: ಶಾಂತರೀತಿಯಿಂದ ಗಣೇಶ, ಈದ್ ಮಿಲಾದ ಹಬ್ಬವನ್ನು ಆಚರಿಸಿ : ಡಿಸಿ ಸಂಗಪ್ಪ: [135, 1033, 846, 1067]
citation-para1: Whereas, the Claimants have filed this claim petition, claiming compensation of Rs 71,50,000/- for the injuries of petitioner in the road traffic accident involved vehicle Goods vehicle Ashok Leyland Truck bearing No, KA 32 B 2531, occured On 18-05-2024 at 12:15PM on Sultanpur Ring Road Kalaburagi against the Respondents.And the summons/ notices send to you by the Hon'ble Court is returned un served, as you avoided to take the notice.: [1128, 313, 1449, 453]
article4-headline-line2: ಕಡಿತ – ಆರೋಗ್ಯ ಇಲಾಖೆ ಮಾಹಿತಿ: [1054, 1480, 1348, 1512]
citation-claimant-role: ........Claimant: [1373, 169, 1449, 184]
citation-sd-right: // By Order of the Court //: [1308, 581, 1449, 596]
citation-officer: Chief Ministrial Officer: [1320, 617, 1449, 632]
article6-col3: ನೊಂದಿಕೊಳ್ಳಬೇಕು. ಇದೀಯವುದನ್ನು ಅವರಿಗೆ ಹಂಚಿಕೊಳ್ಳುವುದರಿಂದ ಸಿಗುವ ಆನಂದ ಬೇರೆ ಯಾವುದರಲ್ಲೂ ಸಿಗುವುದಿಲ್ಲ ಎಂದರು. ವಿಶ್ವಾರಾಧ್ಯರ ಮತ್ತು ಗಂಗಾಧರ ಸ್ವಾಮಿಗಳು ಸಕಲ ಭಕ್ತರ ಏಳಿಗೆ: [483, 2223, 697, 2290]
article4-col-right: ಜಿಲ್ಲೆಯಲ್ಲಿ ಬೀದಿನಾಯಿಗಳ ಹಾವಳಿ ಹೆಚ್ಚಾಗಿದ್ದು, ಒಂದು ವೇಳೆ, ಯಾವುದಾದರೂ ನಾಯಿಗೆ ಹುಚ್ಚು ನಾಯಿ ಬಂದರೆ ಕಚ್ಚುವಿಕೆ ಬಲು ಅಪಾಯಕಾರಿ. ಹುಚ್ಚು ನಾಯಿ ಮಾನವ ಪ್ರಾಣಿ ಸ್ನೇಹಿಯ ಸಂಸ್ಥೆಗಳಿಗೆ ದೂರು ನೀಡಿದ್ದೇವೆ. ಬೀದಿನಾಯಿಗಳನ್ನು ಹಿಡಿದು ದೂರದ ಪ್ರದೇಶಕ್ಕೆ ಬಿಟ್ಟು ಬರಲು ಕ್ರಮ ವಹಿಸಲಾಗುತ್ತಿದೆ. ಜನಪ್ರತಿನಿಧಿಗಳು ಏನಂತಾರೆ: ಈ ಕುರಿತಂತೆ ಮಾತನಾಡಿದ ಹಾವೇರಿ ನಗರಸಭೆಯ ಅಧ್ಯಕ್ಷರು, "ನಾವು ಹಾವೇರಿ ನಗರದಲ್ಲಿ ಬೀದಿ ನಾಯಿಗಳ ಸಂತಾನಶಕ್ತಿ ಹರಣ ಚಿಕಿತ್ಸೆಗೆ ಟೆಂಡರ್ ಕರೆದಿದ್ದೇವೆ. ಹಾವೇರಿ ನಗರದಲ್ಲಿ ಸುಮಾರು 1650 ಬೀದಿ ನಾಯಿಗಳಿದ್ದು, ಪ್ರತಿ ನಾಯಿಗೆ 1,650 ರೂಪಾಯಿ ಖರ್ಚು ತಗಲುತ್ತದೆ" ಎಂದು ತಿಳಿಸಿದರು. ಅರಣ್ಯ ಇಲಾಖೆ ಜೊತೆ ಸೇರಿ ಶಾಶ್ವತ ಪರಿಹಾರ ಕಂಡುಕೊಳ್ಳಲು ಚಿಂತನೆ ನಡೆಸಲಾಗಿದೆ ಎಂದು ಹೇಳಿದರು.: [1206, 1723, 1459, 1915]
article6-col4: ಬಂದಂತಿರುವ ಶ್ರೀಗಳ ಆಶೀರ್ವಾದದಿಂದ ಆಶ್ರಮವಾಸಿಗಳಿಗೆ ಹಿರಿಯ ಜೀವಿಗಳ ಸೇವೆ ಸಂತಸ ತಂದಿದೆ. ಈ ವೇಳೆ ಮಹೇಶ ಯಕ್ಕಳ್ಳಿ, ಸಂಧ್ಯಾ, ಶರಣಬಸಪ್ಪ, ಸುನೀತಾ, ಆನಂದ ನಂದಿನಿ ಸೇರಿದಂತೆ ಇತರರಿದ್ದರು.: [704, 2223, 926, 2290]
article1-photo-illustration: [269, 231, 697, 474]
